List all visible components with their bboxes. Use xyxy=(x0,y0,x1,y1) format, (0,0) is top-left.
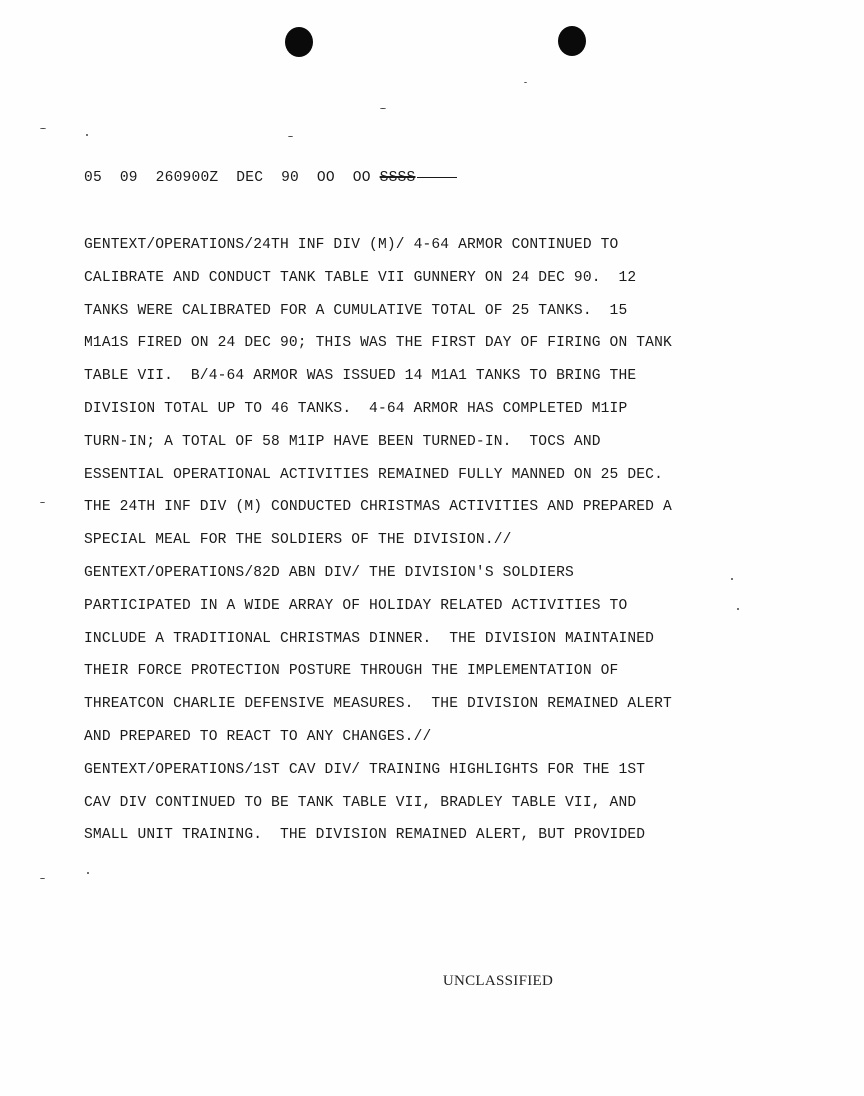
body-line: TURN-IN; A TOTAL OF 58 M1IP HAVE BEEN TURNED-IN. TOCS AND xyxy=(84,433,601,450)
body-line: THE 24TH INF DIV (M) CONDUCTED CHRISTMAS ACTIVITIES AND PREPARED A xyxy=(84,499,672,516)
date-time-group: 05 09 260900Z DEC 90 OO OO xyxy=(84,170,371,186)
scan-speck xyxy=(524,82,527,83)
scan-speck xyxy=(40,128,46,129)
scan-speck xyxy=(87,872,89,874)
classification-marking: UNCLASSIFIED xyxy=(442,973,554,989)
classification-footer xyxy=(0,973,864,990)
body-line: M1A1S FIRED ON 24 DEC 90; THIS WAS THE FIRST DAY OF FIRING ON TANK xyxy=(84,335,672,352)
body-line: CAV DIV CONTINUED TO BE TANK TABLE VII, BRADLEY TABLE VII, AND xyxy=(84,794,637,811)
punch-hole-right xyxy=(558,26,586,56)
body-line: GENTEXT/OPERATIONS/24TH INF DIV (M)/ 4-64 ARMOR CONTINUED TO xyxy=(84,237,619,253)
scan-speck xyxy=(40,502,45,503)
body-line: TABLE VII. B/4-64 ARMOR WAS ISSUED 14 M1A1 TANKS TO BRING THE xyxy=(84,368,637,385)
struck-code: SSSS xyxy=(379,170,416,186)
body-line: ESSENTIAL OPERATIONAL ACTIVITIES REMAINED FULLY MANNED ON 25 DEC. xyxy=(84,466,663,483)
body-line: DIVISION TOTAL UP TO 46 TANKS. 4-64 ARMOR HAS COMPLETED M1IP xyxy=(84,400,628,417)
message-body xyxy=(84,233,784,856)
body-line: CALIBRATE AND CONDUCT TANK TABLE VII GUNNERY ON 24 DEC 90. 12 xyxy=(84,269,637,286)
scan-speck xyxy=(380,108,386,109)
scan-speck xyxy=(288,136,293,137)
body-line: PARTICIPATED IN A WIDE ARRAY OF HOLIDAY RELATED ACTIVITIES TO xyxy=(84,597,628,614)
punch-hole-left xyxy=(285,27,313,57)
body-line: GENTEXT/OPERATIONS/1ST CAV DIV/ TRAINING HIGHLIGHTS FOR THE 1ST xyxy=(84,761,646,778)
scan-speck xyxy=(86,134,88,136)
date-time-group-line xyxy=(84,170,457,186)
header-rule xyxy=(417,177,457,178)
body-line: AND PREPARED TO REACT TO ANY CHANGES.// xyxy=(84,728,432,745)
body-line: SPECIAL MEAL FOR THE SOLDIERS OF THE DIVISION.// xyxy=(84,532,512,549)
body-line: THREATCON CHARLIE DEFENSIVE MEASURES. THE DIVISION REMAINED ALERT xyxy=(84,696,672,713)
body-line: INCLUDE A TRADITIONAL CHRISTMAS DINNER. THE DIVISION MAINTAINED xyxy=(84,630,655,647)
scan-speck xyxy=(40,878,45,879)
body-line: THEIR FORCE PROTECTION POSTURE THROUGH THE IMPLEMENTATION OF xyxy=(84,663,619,680)
body-line: GENTEXT/OPERATIONS/82D ABN DIV/ THE DIVISION'S SOLDIERS xyxy=(84,564,574,581)
body-line: SMALL UNIT TRAINING. THE DIVISION REMAINED ALERT, BUT PROVIDED xyxy=(84,827,646,844)
body-line: TANKS WERE CALIBRATED FOR A CUMULATIVE TOTAL OF 25 TANKS. 15 xyxy=(84,302,628,319)
